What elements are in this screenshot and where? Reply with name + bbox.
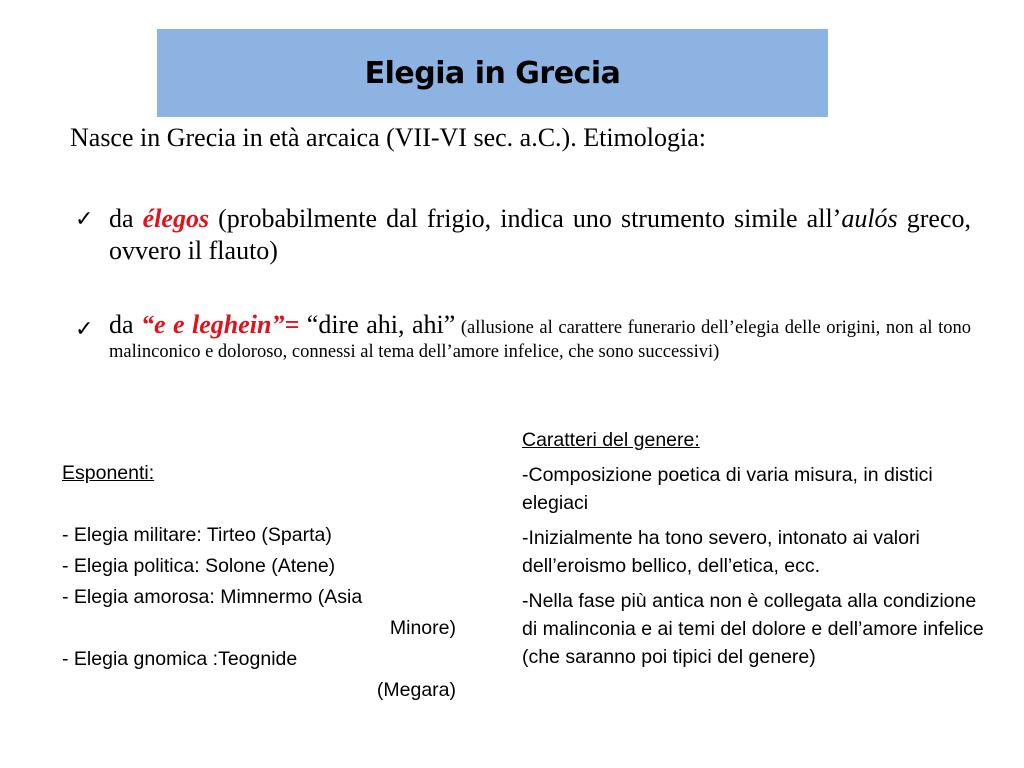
caratteri-item-fase: -Nella fase più antica non è collegata alla condizione di malinconia e ai temi del dolore e dell’amore infelice (che saranno poi tipici del genere) <box>522 590 984 668</box>
caratteri-box <box>522 426 996 678</box>
esponenti-line-gnomica-cont: (Megara) <box>376 679 456 701</box>
esponenti-line-amorosa: - Elegia amorosa: Mimnermo (Asia <box>62 586 363 608</box>
caratteri-heading: Caratteri del genere: <box>522 429 700 451</box>
term-elegos: élegos <box>142 204 210 233</box>
term-leghein: “e e leghein”= <box>141 310 300 339</box>
checkmark-icon: ✓ <box>75 317 94 342</box>
checkmark-icon: ✓ <box>75 207 94 232</box>
bullet-elegos-post: greco, ovvero il flauto) <box>109 204 971 265</box>
term-aulos: aulós <box>841 204 898 233</box>
bullet-leghein-quote: “dire ahi, ahi” <box>299 310 456 339</box>
bullet-elegos-text <box>109 203 971 267</box>
caratteri-item-tono: -Inizialmente ha tono severo, intonato ai valori dell’eroismo bellico, dell’etica, ecc. <box>522 527 920 577</box>
bullet-elegos-pre: da <box>109 204 143 233</box>
caratteri-item-composizione: -Composizione poetica di varia misura, in distici elegiaci <box>522 464 933 514</box>
bullet-leghein-pre: da <box>109 310 142 339</box>
esponenti-heading: Esponenti: <box>62 462 155 484</box>
bullet-leghein-note: (allusione al carattere funerario dell’elegia delle origini, non al tono malinconico e doloroso, connessi al tema dell’amore infelice, che sono successivi) <box>109 318 972 362</box>
esponenti-line-gnomica: - Elegia gnomica :Teognide <box>62 648 298 670</box>
esponenti-spacer <box>62 489 456 520</box>
title-banner <box>157 29 828 117</box>
bullet-leghein-text <box>109 310 972 364</box>
bullet-elegos <box>75 203 971 267</box>
slide-title: Elegia in Grecia <box>364 55 621 91</box>
esponenti-line-politica: - Elegia politica: Solone (Atene) <box>62 555 336 577</box>
intro-text: Nasce in Grecia in età arcaica (VII-VI sec. a.C.). Etimologia: <box>70 123 706 152</box>
esponenti-line-militare: - Elegia militare: Tirteo (Sparta) <box>62 524 332 546</box>
esponenti-box <box>62 458 456 706</box>
bullet-leghein <box>75 310 972 364</box>
bullet-elegos-mid: (probabilmente dal frigio, indica uno strumento simile all’ <box>209 204 842 233</box>
esponenti-line-amorosa-cont: Minore) <box>389 617 456 639</box>
